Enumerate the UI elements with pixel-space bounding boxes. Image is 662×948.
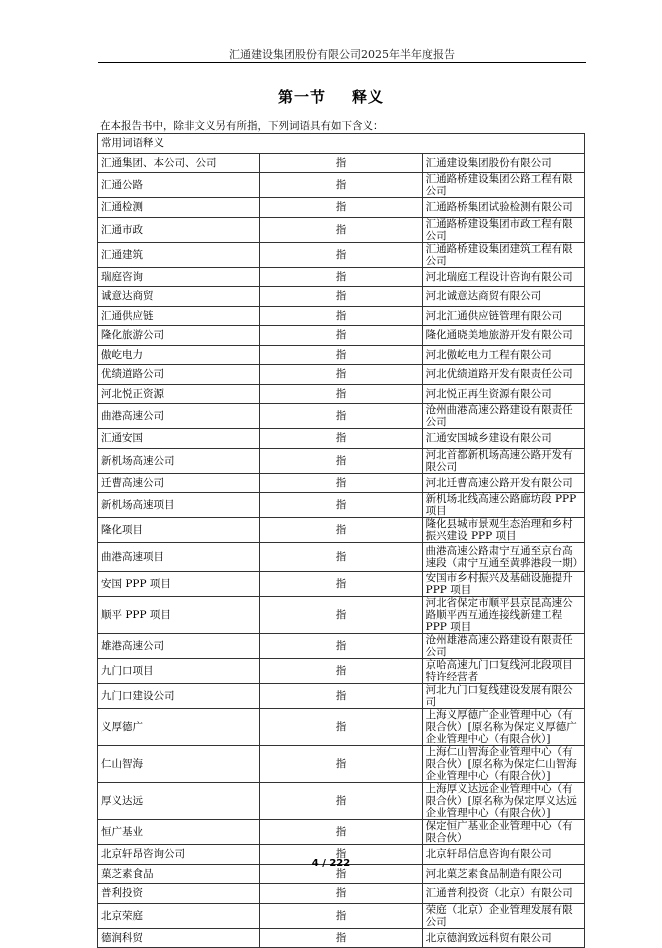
table-row (98, 448, 585, 473)
table-row (98, 597, 585, 634)
table-row (98, 903, 585, 928)
definition-cell: 河北九门口复线建设发展有限公司 (422, 684, 584, 709)
table-row (98, 634, 585, 659)
definition-cell: 河北瑞庭工程设计咨询有限公司 (422, 267, 584, 287)
term-cell: 恒广基业 (98, 820, 260, 845)
definition-cell: 河北汇通供应链管理有限公司 (422, 306, 584, 326)
table-row (98, 928, 585, 948)
term-cell: 九门口建设公司 (98, 684, 260, 709)
ref-cell: 指 (260, 864, 422, 884)
definition-cell: 河北优绩道路开发有限责任公司 (422, 365, 584, 385)
ref-cell: 指 (260, 845, 422, 865)
definition-cell: 荣庭（北京）企业管理发展有限公司 (422, 903, 584, 928)
term-cell: 傲屹电力 (98, 345, 260, 365)
table-row (98, 365, 585, 385)
term-cell: 诚意达商贸 (98, 287, 260, 307)
term-cell: 曲港高速项目 (98, 543, 260, 572)
definition-cell: 汇通普利投资（北京）有限公司 (422, 884, 584, 904)
table-caption-row (98, 134, 585, 154)
definition-cell: 新机场北线高速公路廊坊段 PPP 项目 (422, 493, 584, 518)
ref-cell: 指 (260, 493, 422, 518)
table-row (98, 198, 585, 218)
table-row (98, 384, 585, 404)
ref-cell: 指 (260, 820, 422, 845)
term-cell: 优绩道路公司 (98, 365, 260, 385)
term-cell: 汇通市政 (98, 217, 260, 242)
term-cell: 义厚德广 (98, 709, 260, 746)
ref-cell: 指 (260, 783, 422, 820)
table-row (98, 746, 585, 783)
ref-cell: 指 (260, 543, 422, 572)
table-row (98, 543, 585, 572)
ref-cell: 指 (260, 928, 422, 948)
term-cell: 仁山智海 (98, 746, 260, 783)
term-cell: 汇通公路 (98, 173, 260, 198)
table-row (98, 173, 585, 198)
table-row (98, 493, 585, 518)
ref-cell: 指 (260, 884, 422, 904)
table-row (98, 684, 585, 709)
ref-cell: 指 (260, 306, 422, 326)
table-row (98, 473, 585, 493)
ref-cell: 指 (260, 404, 422, 429)
ref-cell: 指 (260, 345, 422, 365)
table-row (98, 242, 585, 267)
ref-cell: 指 (260, 384, 422, 404)
ref-cell: 指 (260, 267, 422, 287)
definition-cell: 上海义厚德广企业管理中心（有限合伙）[原名称为保定义厚德广企业管理中心（有限合伙）] (422, 709, 584, 746)
term-cell: 安国 PPP 项目 (98, 572, 260, 597)
term-cell: 新机场高速公司 (98, 448, 260, 473)
definition-cell: 汇通路桥集团试验检测有限公司 (422, 198, 584, 218)
term-cell: 隆化项目 (98, 518, 260, 543)
table-row (98, 783, 585, 820)
table-row (98, 326, 585, 346)
term-cell: 汇通检测 (98, 198, 260, 218)
table-row (98, 820, 585, 845)
table-row (98, 572, 585, 597)
ref-cell: 指 (260, 684, 422, 709)
table-row (98, 345, 585, 365)
definition-cell: 汇通路桥建设集团建筑工程有限公司 (422, 242, 584, 267)
term-cell: 曲港高速公司 (98, 404, 260, 429)
definition-cell: 河北省保定市顺平县京昆高速公路顺平西互通连接线新建工程 PPP 项目 (422, 597, 584, 634)
table-row (98, 287, 585, 307)
term-cell: 隆化旅游公司 (98, 326, 260, 346)
term-cell: 汇通安国 (98, 429, 260, 449)
definition-cell: 北京轩昂信息咨询有限公司 (422, 845, 584, 865)
page-number: 4 / 222 (311, 858, 351, 869)
section-number: 第一节 (277, 88, 326, 106)
term-cell: 九门口项目 (98, 659, 260, 684)
table-row (98, 267, 585, 287)
ref-cell: 指 (260, 242, 422, 267)
definition-cell: 曲港高速公路肃宁互通至京台高速段（肃宁互通至黄骅港段一期） (422, 543, 584, 572)
term-cell: 雄港高速公司 (98, 634, 260, 659)
definition-cell: 安国市乡村振兴及基础设施提升 PPP 项目 (422, 572, 584, 597)
definition-cell: 上海厚义达远企业管理中心（有限合伙）[原名称为保定厚义达远企业管理中心（有限合伙）] (422, 783, 584, 820)
table-row (98, 306, 585, 326)
term-cell: 汇通建筑 (98, 242, 260, 267)
definition-cell: 河北诚意达商贸有限公司 (422, 287, 584, 307)
ref-cell: 指 (260, 429, 422, 449)
term-cell: 汇通供应链 (98, 306, 260, 326)
ref-cell: 指 (260, 518, 422, 543)
definition-cell: 河北菓芝素食品制造有限公司 (422, 864, 584, 884)
ref-cell: 指 (260, 217, 422, 242)
term-cell: 瑞庭咨询 (98, 267, 260, 287)
term-cell: 迁曹高速公司 (98, 473, 260, 493)
definition-cell: 汇通路桥建设集团市政工程有限公司 (422, 217, 584, 242)
term-cell: 北京荣庭 (98, 903, 260, 928)
section-name: 释义 (352, 88, 385, 106)
term-cell: 菓芝素食品 (98, 864, 260, 884)
section-title (0, 86, 662, 107)
term-cell: 河北悦正资源 (98, 384, 260, 404)
definition-cell: 河北迁曹高速公路开发有限公司 (422, 473, 584, 493)
table-row (98, 153, 585, 173)
term-cell: 厚义达远 (98, 783, 260, 820)
term-cell: 普利投资 (98, 884, 260, 904)
ref-cell: 指 (260, 903, 422, 928)
ref-cell: 指 (260, 153, 422, 173)
term-cell: 北京轩昂咨询公司 (98, 845, 260, 865)
definition-cell: 京哈高速九门口复线河北段项目特许经营者 (422, 659, 584, 684)
definition-cell: 河北悦正再生资源有限公司 (422, 384, 584, 404)
ref-cell: 指 (260, 597, 422, 634)
definition-cell: 汇通路桥建设集团公路工程有限公司 (422, 173, 584, 198)
definitions-table (97, 133, 585, 948)
ref-cell: 指 (260, 746, 422, 783)
ref-cell: 指 (260, 326, 422, 346)
definition-cell: 河北傲屹电力工程有限公司 (422, 345, 584, 365)
ref-cell: 指 (260, 709, 422, 746)
definition-cell: 隆化县城市景观生态治理和乡村振兴建设 PPP 项目 (422, 518, 584, 543)
ref-cell: 指 (260, 473, 422, 493)
page-header: 汇通建设集团股份有限公司2025年半年度报告 (229, 48, 455, 61)
ref-cell: 指 (260, 365, 422, 385)
definition-cell: 保定恒广基业企业管理中心（有限合伙） (422, 820, 584, 845)
table-row (98, 404, 585, 429)
definition-cell: 北京德润致远科贸有限公司 (422, 928, 584, 948)
definition-cell: 沧州曲港高速公路建设有限责任公司 (422, 404, 584, 429)
definition-cell: 河北首都新机场高速公路开发有限公司 (422, 448, 584, 473)
term-cell: 顺平 PPP 项目 (98, 597, 260, 634)
definition-cell: 沧州雄港高速公路建设有限责任公司 (422, 634, 584, 659)
ref-cell: 指 (260, 659, 422, 684)
term-cell: 新机场高速项目 (98, 493, 260, 518)
ref-cell: 指 (260, 173, 422, 198)
table-row (98, 709, 585, 746)
header-rule (98, 62, 586, 63)
definition-cell: 隆化通晓美地旅游开发有限公司 (422, 326, 584, 346)
table-row (98, 518, 585, 543)
table-caption: 常用词语释义 (98, 134, 585, 154)
table-row (98, 884, 585, 904)
definition-cell: 上海仁山智海企业管理中心（有限合伙）[原名称为保定仁山智海企业管理中心（有限合伙）] (422, 746, 584, 783)
ref-cell: 指 (260, 634, 422, 659)
intro-text: 在本报告书中，除非文义另有所指，下列词语具有如下含义： (100, 120, 384, 132)
ref-cell: 指 (260, 572, 422, 597)
term-cell: 德润科贸 (98, 928, 260, 948)
term-cell: 汇通集团、本公司、公司 (98, 153, 260, 173)
definition-cell: 汇通安国城乡建设有限公司 (422, 429, 584, 449)
ref-cell: 指 (260, 198, 422, 218)
definition-cell: 汇通建设集团股份有限公司 (422, 153, 584, 173)
table-row (98, 659, 585, 684)
ref-cell: 指 (260, 448, 422, 473)
ref-cell: 指 (260, 287, 422, 307)
table-row (98, 217, 585, 242)
table-row (98, 429, 585, 449)
